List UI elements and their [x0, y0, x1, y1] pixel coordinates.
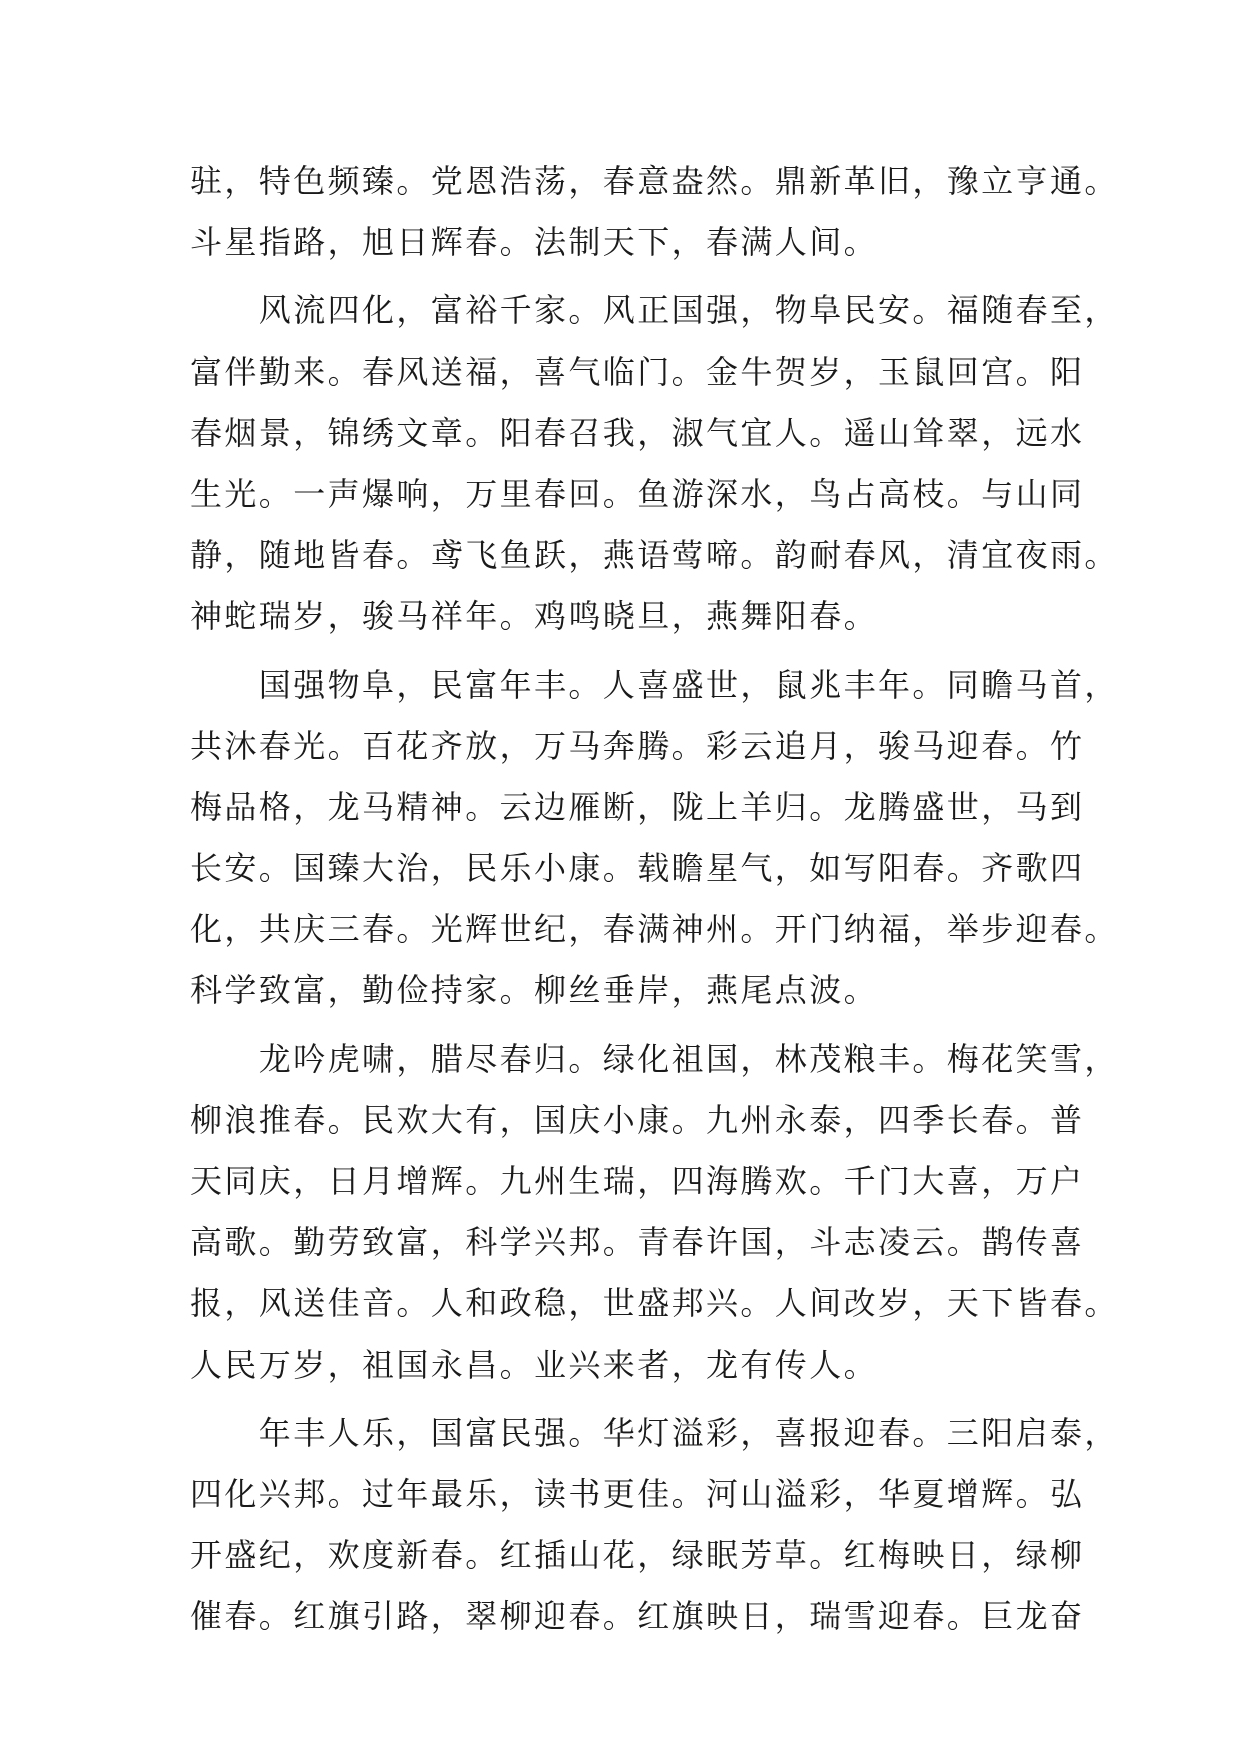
text-line: 共沐春光。百花齐放，万马奔腾。彩云追月，骏马迎春。竹	[190, 726, 1085, 765]
text-line: 人民万岁，祖国永昌。业兴来者，龙有传人。	[190, 1345, 879, 1384]
text-line: 报，风送佳音。人和政稳，世盛邦兴。人间改岁，天下皆春。	[190, 1284, 1119, 1323]
text-line: 春烟景，锦绣文章。阳春召我，淑气宜人。遥山耸翠，远水	[190, 413, 1085, 452]
text-line: 静，随地皆春。鸢飞鱼跃，燕语莺啼。韵耐春风，清宜夜雨。	[190, 536, 1119, 575]
text-line: 龙吟虎啸，腊尽春归。绿化祖国，林茂粮丰。梅花笑雪，	[190, 1039, 1119, 1078]
text-line: 高歌。勤劳致富，科学兴邦。青春许国，斗志凌云。鹊传喜	[190, 1223, 1085, 1262]
text-line: 开盛纪，欢度新春。红插山花，绿眠芳草。红梅映日，绿柳	[190, 1536, 1085, 1575]
text-line: 斗星指路，旭日辉春。法制天下，春满人间。	[190, 223, 879, 262]
paragraph-3	[190, 655, 1119, 1022]
paragraph-spacer	[190, 273, 1050, 280]
paragraph-spacer	[190, 1022, 1050, 1029]
text-line: 天同庆，日月增辉。九州生瑞，四海腾欢。千门大喜，万户	[190, 1162, 1085, 1200]
text-line: 长安。国臻大治，民乐小康。载瞻星气，如写阳春。齐歌四	[190, 849, 1085, 888]
text-line: 化，共庆三春。光辉世纪，春满神州。开门纳福，举步迎春。	[190, 910, 1119, 949]
text-line: 柳浪推春。民欢大有，国庆小康。九州永泰，四季长春。普	[190, 1100, 1085, 1139]
text-line: 国强物阜，民富年丰。人喜盛世，鼠兆丰年。同瞻马首，	[190, 665, 1119, 704]
paragraph-spacer	[190, 648, 1050, 655]
text-line: 年丰人乐，国富民强。华灯溢彩，喜报迎春。三阳启泰，	[190, 1413, 1119, 1452]
text-line: 生光。一声爆响，万里春回。鱼游深水，鸟占高枝。与山同	[190, 474, 1085, 513]
text-line: 神蛇瑞岁，骏马祥年。鸡鸣晓旦，燕舞阳春。	[190, 597, 879, 636]
text-line: 催春。红旗引路，翠柳迎春。红旗映日，瑞雪迎春。巨龙奋	[190, 1597, 1085, 1636]
body-text	[190, 151, 1119, 1648]
paragraph-1	[190, 151, 1119, 273]
text-line: 科学致富，勤俭持家。柳丝垂岸，燕尾点波。	[190, 971, 879, 1010]
paragraph-2	[190, 280, 1119, 647]
text-line: 驻，特色频臻。党恩浩荡，春意盎然。鼎新革旧，豫立亨通。	[190, 162, 1119, 200]
text-line: 富伴勤来。春风送福，喜气临门。金牛贺岁，玉鼠回宫。阳	[190, 352, 1085, 391]
text-line: 风流四化，富裕千家。风正国强，物阜民安。福随春至，	[190, 291, 1119, 330]
paragraph-4	[190, 1029, 1119, 1396]
paragraph-spacer	[190, 1396, 1050, 1403]
text-line: 四化兴邦。过年最乐，读书更佳。河山溢彩，华夏增辉。弘	[190, 1474, 1085, 1513]
paragraph-5	[190, 1403, 1119, 1648]
text-line: 梅品格，龙马精神。云边雁断，陇上羊归。龙腾盛世，马到	[190, 787, 1085, 826]
